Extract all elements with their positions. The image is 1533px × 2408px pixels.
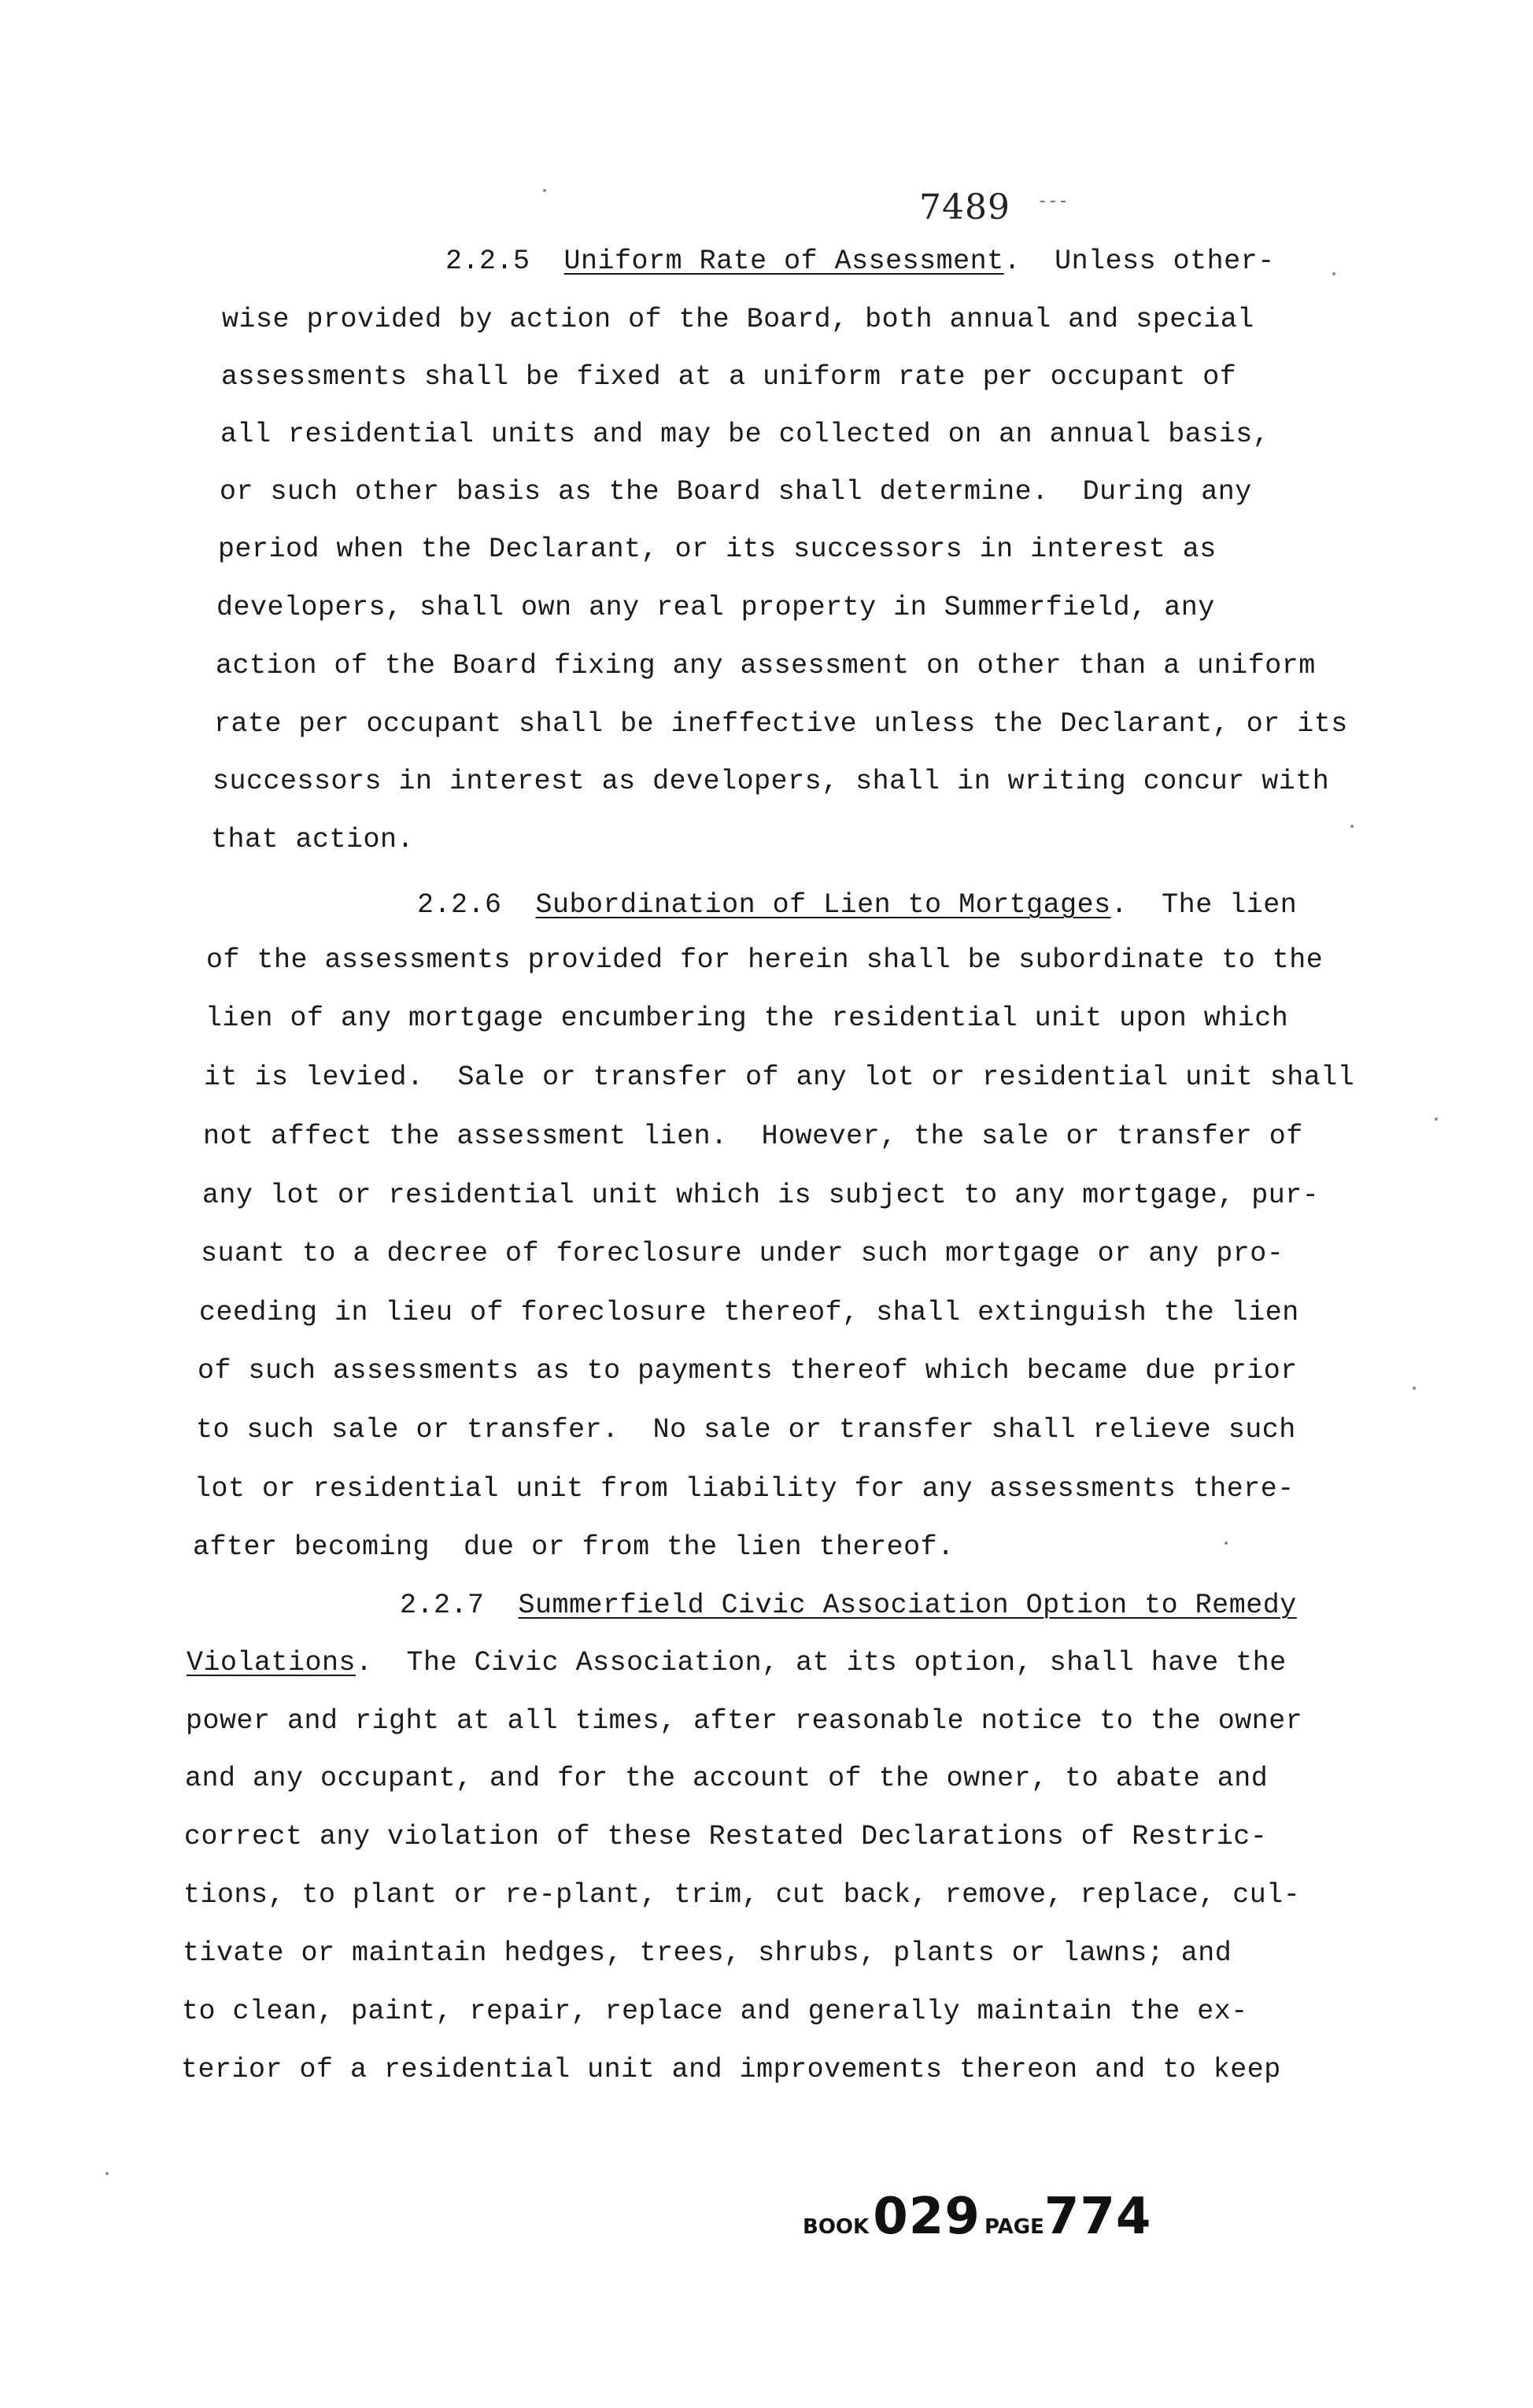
text-line: after becoming due or from the lien thereof. [193,1531,955,1563]
scan-speck [1413,1387,1416,1390]
section-number: 2.2.5 [445,246,530,277]
text-line: that action. [211,824,415,855]
scan-speck [1435,1117,1438,1121]
text-line: to clean, paint, repair, replace and generally maintain the ex- [182,1996,1248,2027]
text-line: it is levied. Sale or transfer of any lot or residential unit shall [204,1062,1355,1093]
text-line: suant to a decree of foreclosure under such mortgage or any pro- [201,1238,1284,1269]
text-line: tions, to plant or re-plant, trim, cut back, remove, replace, cul- [183,1879,1301,1911]
text-line: lot or residential unit from liability for any assessments there- [194,1473,1295,1505]
section-title: Uniform Rate of Assessment [563,246,1004,277]
text-line: of the assessments provided for herein shall be subordinate to the [206,944,1324,976]
scan-speck [543,189,546,192]
text-line: any lot or residential unit which is subject to any mortgage, pur- [202,1180,1320,1211]
section-heading-rest: . Unless other- [1003,246,1275,277]
text-line: correct any violation of these Restated Declarations of Restric- [184,1821,1268,1852]
section-title-continued: Violations [187,1647,356,1679]
scan-speck [1225,1542,1228,1545]
page-number: 774 [1044,2188,1152,2246]
text-line: period when the Declarant, or its successors in interest as [218,534,1217,565]
scan-speck [1350,825,1354,828]
text-line: or such other basis as the Board shall determine. During any [220,476,1252,508]
text-line: all residential units and may be collected on an annual basis, [220,419,1270,450]
page-stamp-number: 7489 [919,187,1010,227]
text-line: developers, shall own any real property in Summerfield, any [216,592,1215,623]
section-heading-rest: . The Civic Association, at its option, shall have the [356,1647,1287,1679]
text-line: tivate or maintain hedges, trees, shrubs, plants or lawns; and [183,1937,1232,1969]
scan-speck [1332,272,1335,275]
section-title: Summerfield Civic Association Option to Remedy [518,1590,1297,1621]
section-number: 2.2.6 [417,889,502,921]
book-page-stamp [803,2188,1151,2246]
section-2-2-7-title-cont [187,1647,1287,1679]
text-line: to such sale or transfer. No sale or transfer shall relieve such [196,1414,1296,1446]
scan-speck [105,2172,109,2175]
section-number: 2.2.7 [400,1590,485,1621]
text-line: action of the Board fixing any assessment on other than a uniform [216,650,1316,681]
book-number: 029 [873,2188,981,2246]
text-line: ceeding in lieu of foreclosure thereof, shall extinguish the lien [199,1297,1299,1328]
text-line: of such assessments as to payments thereof which became due prior [198,1355,1298,1387]
section-heading-rest: . The lien [1110,889,1298,921]
text-line: successors in interest as developers, shall in writing concur with [212,766,1330,797]
text-line: wise provided by action of the Board, both annual and special [222,304,1254,335]
text-line: rate per occupant shall be ineffective unless the Declarant, or its [214,708,1348,740]
text-line: power and right at all times, after reasonable notice to the owner [186,1705,1303,1737]
text-line: not affect the assessment lien. However, the sale or transfer of [203,1121,1303,1152]
section-title: Subordination of Lien to Mortgages [535,889,1111,921]
page-label: PAGE [984,2215,1044,2239]
book-label: BOOK [803,2215,870,2239]
text-line: terior of a residential unit and improvements thereon and to keep [181,2054,1281,2085]
text-line: and any occupant, and for the account of the owner, to abate and [185,1763,1269,1794]
section-2-2-5-heading [445,246,1275,277]
text-line: assessments shall be fixed at a uniform rate per occupant of [221,361,1237,393]
section-2-2-7-heading [400,1590,1297,1621]
section-2-2-6-heading [417,889,1297,921]
text-line: lien of any mortgage encumbering the residential unit upon which [205,1003,1289,1034]
stamp-marks: --- [1037,192,1069,212]
